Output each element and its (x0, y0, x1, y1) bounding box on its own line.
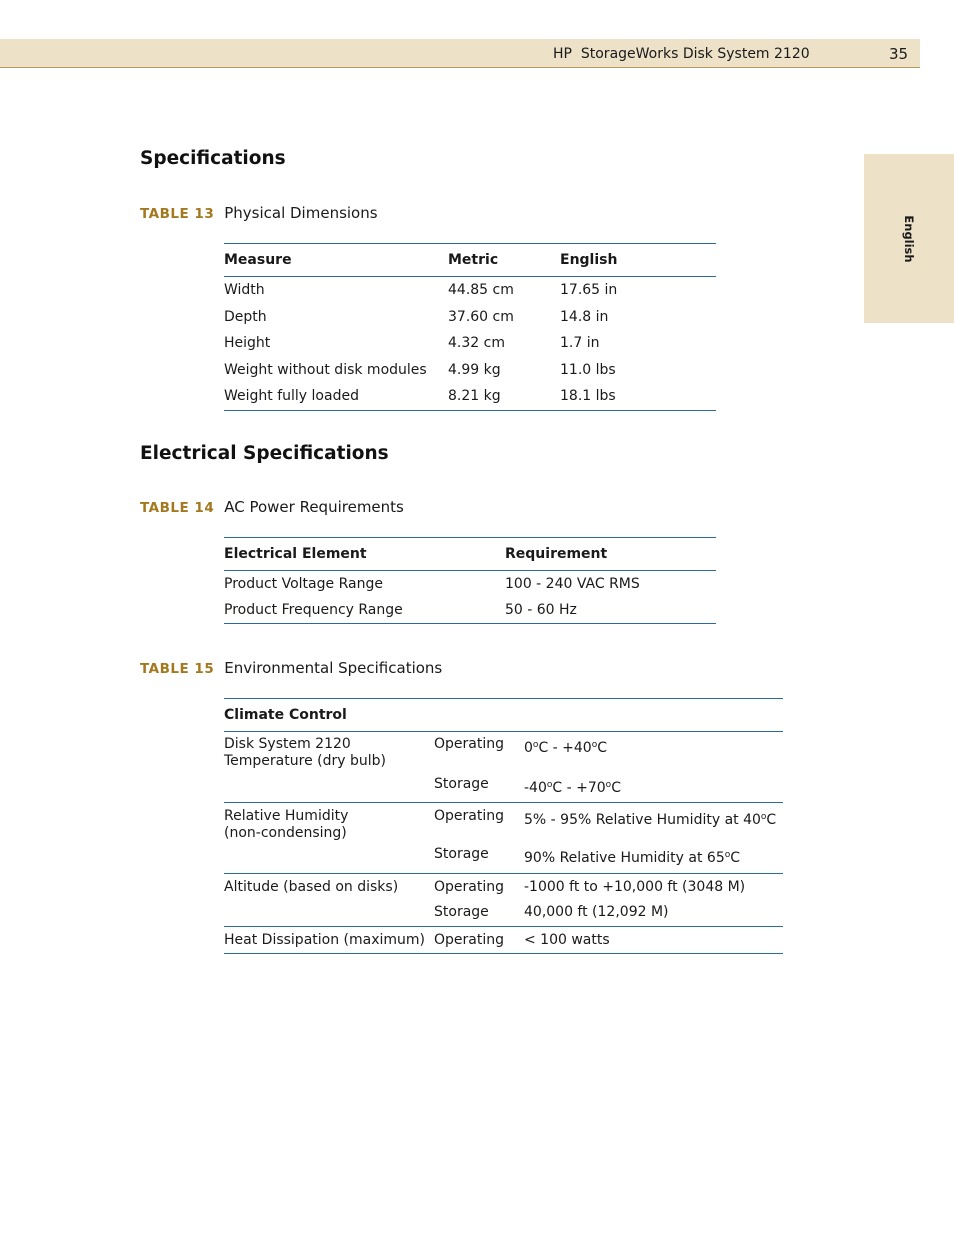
table-row (224, 330, 716, 357)
table-cell (224, 846, 434, 874)
table-cell (224, 732, 434, 777)
table-row (224, 803, 783, 847)
page-header (0, 39, 920, 68)
page-number: 35 (889, 45, 909, 63)
degree-symbol: o (532, 740, 539, 750)
humidity-label-line2: (non-condensing) (224, 825, 347, 841)
table-cell: Weight fully loaded (224, 383, 448, 410)
value-text: -40 (524, 780, 547, 796)
table-cell: 4.32 cm (448, 335, 505, 352)
value-text: C (597, 740, 608, 756)
degree-symbol: o (724, 850, 731, 860)
table-row (224, 776, 783, 803)
degree-symbol: o (546, 780, 553, 790)
table-row (224, 357, 716, 384)
value-text: C (730, 850, 741, 866)
table-cell: 50 - 60 Hz (505, 597, 716, 624)
section-heading-electrical: Electrical Specifications (140, 443, 389, 464)
table-cell: Product Frequency Range (224, 597, 505, 624)
table-cell: 40,000 ft (12,092 M) (524, 900, 783, 927)
table15-number: TABLE 15 (140, 661, 215, 677)
degree-symbol: o (605, 780, 612, 790)
table-cell: -1000 ft to +10,000 ft (3048 M) (524, 879, 746, 895)
table14-title: AC Power Requirements (224, 498, 404, 516)
table-row (224, 900, 783, 927)
table-cell: Altitude (based on disks) (224, 879, 399, 895)
temperature-label-line1: Disk System 2120 (224, 736, 351, 752)
table-cell: Operating (434, 808, 504, 824)
physical-dimensions-table (224, 243, 716, 411)
table-cell: Operating (434, 927, 524, 954)
table-row (224, 846, 783, 874)
table-cell: 8.21 kg (448, 383, 560, 410)
column-header: Electrical Element (224, 538, 505, 571)
environmental-table (224, 698, 783, 954)
table-cell: 1.7 in (560, 335, 600, 352)
ac-power-table (224, 537, 716, 624)
table-cell: 17.65 in (560, 282, 618, 299)
table-cell: 4.99 kg (448, 361, 501, 378)
table-cell: 11.0 lbs (560, 361, 616, 378)
degree-symbol: o (591, 740, 598, 750)
value-text: C - +40 (538, 740, 592, 756)
table-cell (524, 846, 783, 874)
table14-number: TABLE 14 (140, 500, 215, 516)
table-cell: Product Voltage Range (224, 576, 383, 592)
table-cell: < 100 watts (524, 927, 783, 954)
table-row (224, 927, 783, 954)
table-cell (224, 776, 434, 803)
table-cell: Storage (434, 776, 524, 803)
table-row (224, 304, 716, 331)
header-title: HP StorageWorks Disk System 2120 (553, 46, 810, 62)
temperature-label-line2: Temperature (dry bulb) (224, 753, 386, 769)
table-cell (224, 803, 434, 847)
table13-title: Physical Dimensions (224, 204, 378, 222)
table-row (224, 732, 783, 777)
table-row (224, 571, 716, 598)
humidity-label-line1: Relative Humidity (224, 808, 349, 824)
table-cell (524, 732, 783, 777)
table-row (224, 383, 716, 410)
degree-symbol: o (760, 812, 767, 822)
table-header-row (224, 699, 783, 732)
column-header: English (560, 244, 716, 277)
language-tab (864, 154, 954, 323)
table-cell: 37.60 cm (448, 308, 514, 325)
table-cell: 14.8 in (560, 308, 609, 325)
value-text: C (766, 812, 777, 828)
table-cell: Operating (434, 736, 504, 752)
table13-number: TABLE 13 (140, 206, 215, 222)
section-heading-specifications: Specifications (140, 148, 286, 169)
column-header: Requirement (505, 538, 716, 571)
value-text: C (611, 780, 621, 796)
table-cell: 100 - 240 VAC RMS (505, 576, 640, 592)
table-cell: Weight without disk modules (224, 361, 427, 378)
table-row (224, 874, 783, 901)
table-cell (224, 900, 434, 927)
table-cell: Width (224, 282, 265, 299)
table-header-row (224, 538, 716, 571)
table-cell: Operating (434, 879, 504, 895)
value-text: 0 (524, 740, 533, 756)
table-row (224, 597, 716, 624)
value-text: 5% - 95% Relative Humidity at 40 (524, 812, 761, 828)
language-tab-label: English (902, 215, 916, 263)
column-header: Measure (224, 244, 448, 277)
table-cell (524, 803, 783, 847)
table14-caption (140, 498, 404, 516)
table-row (224, 277, 716, 304)
table-cell: 18.1 lbs (560, 383, 716, 410)
column-header: Metric (448, 244, 560, 277)
table13-caption (140, 204, 378, 222)
value-text: 90% Relative Humidity at 65 (524, 850, 725, 866)
value-text: C - +70 (552, 780, 606, 796)
table-cell: Heat Dissipation (maximum) (224, 927, 434, 954)
table-cell: Depth (224, 308, 267, 325)
table-cell (524, 776, 783, 803)
table-cell: Height (224, 335, 271, 352)
column-header: Climate Control (224, 699, 783, 732)
table-header-row (224, 244, 716, 277)
table-cell: Storage (434, 900, 524, 927)
table-cell: 44.85 cm (448, 282, 514, 299)
table15-title: Environmental Specifications (224, 659, 443, 677)
table-cell: Storage (434, 846, 524, 874)
table15-caption (140, 659, 442, 677)
